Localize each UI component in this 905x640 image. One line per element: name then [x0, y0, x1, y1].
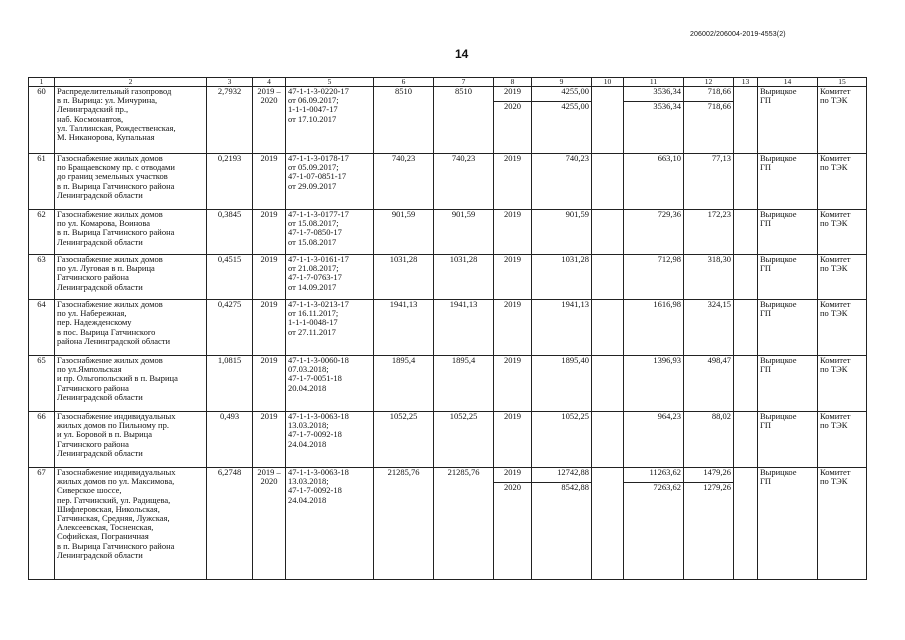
total-cost-2: 1052,25 [434, 412, 494, 468]
total-cost-2: 901,59 [434, 210, 494, 255]
pipeline-length: 0,4275 [207, 300, 253, 356]
permit-info: 47-1-1-3-0213-17 от 16.11.2017; 1-1-1-0048-17 от 27.11.2017 [286, 300, 374, 356]
col12-cell-part: 318,30 [707, 254, 731, 264]
col-header: 6 [374, 78, 434, 87]
row-number: 61 [29, 154, 55, 210]
table-row [29, 356, 867, 412]
pipeline-length: 0,3845 [207, 210, 253, 255]
col-header: 8 [494, 78, 532, 87]
year-cell [494, 356, 532, 412]
year-cell-part: 2020 [504, 101, 521, 111]
col11-cell-part: 1616,98 [653, 299, 681, 309]
col10-cell [592, 412, 624, 468]
cost-by-year-part: 901,59 [565, 209, 589, 219]
pipeline-length: 2,7932 [207, 87, 253, 154]
year-cell-part: 2019 [504, 153, 521, 163]
col11-cell [624, 255, 684, 300]
col10-cell [592, 154, 624, 210]
col-header: 15 [818, 78, 867, 87]
row-number: 64 [29, 300, 55, 356]
construction-period: 2019 [253, 300, 286, 356]
col10-cell [592, 356, 624, 412]
cost-by-year [532, 468, 592, 580]
year-cell [494, 154, 532, 210]
year-cell-part: 2019 [494, 468, 531, 483]
col12-cell [684, 210, 734, 255]
permit-info: 47-1-1-3-0161-17 от 21.08.2017; 47-1-7-0763-17 от 14.09.2017 [286, 255, 374, 300]
col10-cell [592, 468, 624, 580]
col-header: 14 [758, 78, 818, 87]
table-row [29, 87, 867, 154]
col-header: 2 [55, 78, 207, 87]
permit-info: 47-1-1-3-0220-17 от 06.09.2017; 1-1-1-0047-17 от 17.10.2017 [286, 87, 374, 154]
col13-cell [734, 210, 758, 255]
object-name: Газоснабжение жилых домов по ул. Луговая в п. Вырица Гатчинского района Ленинградской области [55, 255, 207, 300]
permit-info: 47-1-1-3-0060-18 07.03.2018; 47-1-7-0051-18 20.04.2018 [286, 356, 374, 412]
cost-by-year [532, 412, 592, 468]
total-cost-2: 1941,13 [434, 300, 494, 356]
table-row [29, 468, 867, 580]
col-header: 9 [532, 78, 592, 87]
col11-cell-part: 964,23 [657, 411, 681, 421]
row-number: 63 [29, 255, 55, 300]
col11-cell [624, 210, 684, 255]
object-name: Газоснабжение жилых домов по Бращаевскому пр. с отводами до границ земельных участков в п. Вырица Гатчинского района Ленинградской области [55, 154, 207, 210]
col-header: 10 [592, 78, 624, 87]
year-cell [494, 412, 532, 468]
responsible-body: Комитет по ТЭК [818, 255, 867, 300]
pipeline-length: 6,2748 [207, 468, 253, 580]
document-id: 206002/206004-2019-4553(2) [690, 31, 786, 38]
col-header: 1 [29, 78, 55, 87]
pipeline-length: 1,0815 [207, 356, 253, 412]
col12-cell [684, 87, 734, 154]
permit-info: 47-1-1-3-0178-17 от 05.09.2017; 47-1-07-0851-17 от 29.09.2017 [286, 154, 374, 210]
cost-by-year-part: 1895,40 [561, 355, 589, 365]
total-cost: 21285,76 [374, 468, 434, 580]
col12-cell [684, 255, 734, 300]
col11-cell-part: 7263,62 [653, 482, 681, 492]
col11-cell-part: 3536,34 [653, 101, 681, 111]
header-row [29, 78, 867, 87]
municipality: Вырицкое ГП [758, 87, 818, 154]
col-header: 3 [207, 78, 253, 87]
municipality: Вырицкое ГП [758, 356, 818, 412]
cost-by-year [532, 356, 592, 412]
col12-cell-part: 77,13 [711, 153, 731, 163]
object-name: Газоснабжение жилых домов по ул.Ямпольская и пр. Ольгопольский в п. Вырица Гатчинского района Ленинградской области [55, 356, 207, 412]
construction-period: 2019 [253, 210, 286, 255]
col12-cell [684, 412, 734, 468]
col11-cell [624, 300, 684, 356]
cost-by-year-part: 8542,88 [561, 482, 589, 492]
col11-cell [624, 412, 684, 468]
col-header: 11 [624, 78, 684, 87]
col12-cell-part: 324,15 [707, 299, 731, 309]
col-header: 13 [734, 78, 758, 87]
cost-by-year [532, 154, 592, 210]
construction-period: 2019 [253, 412, 286, 468]
col10-cell [592, 255, 624, 300]
data-table [28, 77, 867, 580]
row-number: 60 [29, 87, 55, 154]
municipality: Вырицкое ГП [758, 300, 818, 356]
municipality: Вырицкое ГП [758, 255, 818, 300]
permit-info: 47-1-1-3-0063-18 13.03.2018; 47-1-7-0092-18 24.04.2018 [286, 412, 374, 468]
col11-cell-part: 1396,93 [653, 355, 681, 365]
row-number: 65 [29, 356, 55, 412]
col13-cell [734, 356, 758, 412]
responsible-body: Комитет по ТЭК [818, 300, 867, 356]
year-cell-part: 2019 [504, 299, 521, 309]
total-cost-2: 1895,4 [434, 356, 494, 412]
construction-period: 2019 [253, 255, 286, 300]
col-header: 7 [434, 78, 494, 87]
municipality: Вырицкое ГП [758, 154, 818, 210]
construction-period: 2019 [253, 154, 286, 210]
col13-cell [734, 412, 758, 468]
total-cost-2: 8510 [434, 87, 494, 154]
year-cell [494, 255, 532, 300]
construction-period: 2019 – 2020 [253, 87, 286, 154]
pipeline-length: 0,2193 [207, 154, 253, 210]
cost-by-year-part: 1052,25 [561, 411, 589, 421]
total-cost: 8510 [374, 87, 434, 154]
table-row [29, 154, 867, 210]
table-row [29, 412, 867, 468]
total-cost-2: 1031,28 [434, 255, 494, 300]
table-body [29, 78, 867, 580]
col11-cell-part: 712,98 [657, 254, 681, 264]
col-header: 12 [684, 78, 734, 87]
year-cell-part: 2019 [504, 355, 521, 365]
object-name: Газоснабжение индивидуальных жилых домов по ул. Максимова, Сиверское шоссе, пер. Гатчинский, ул. Радищева, Шифлеровская, Никольская, Гатчинская, Средняя, Лужская, Алексеевская, Тосненская, Софийская, Пограничная в п. Вырица Гатчинского района Ленинградской области [55, 468, 207, 580]
col12-cell-part: 172,23 [707, 209, 731, 219]
col11-cell-part: 663,10 [657, 153, 681, 163]
year-cell-part: 2020 [504, 482, 521, 492]
col12-cell-part: 718,66 [707, 101, 731, 111]
permit-info: 47-1-1-3-0063-18 13.03.2018; 47-1-7-0092-18 24.04.2018 [286, 468, 374, 580]
col13-cell [734, 468, 758, 580]
total-cost: 901,59 [374, 210, 434, 255]
cost-by-year-part: 4255,00 [532, 87, 591, 102]
year-cell-part: 2019 [504, 209, 521, 219]
col13-cell [734, 300, 758, 356]
col11-cell [624, 154, 684, 210]
construction-period: 2019 – 2020 [253, 468, 286, 580]
cost-by-year [532, 210, 592, 255]
year-cell-part: 2019 [504, 411, 521, 421]
col12-cell-part: 88,02 [711, 411, 731, 421]
page-number: 14 [455, 47, 469, 61]
object-name: Распределительный газопровод в п. Вырица: ул. Мичурина, Ленинградский пр., наб. Космонавтов, ул. Таллинская, Рождественская, М. Никанорова, Купальная [55, 87, 207, 154]
col12-cell [684, 356, 734, 412]
row-number: 67 [29, 468, 55, 580]
cost-by-year-part: 740,23 [565, 153, 589, 163]
pipeline-length: 0,4515 [207, 255, 253, 300]
col11-cell-part: 3536,34 [624, 87, 683, 102]
responsible-body: Комитет по ТЭК [818, 87, 867, 154]
col10-cell [592, 87, 624, 154]
cost-by-year-part: 4255,00 [561, 101, 589, 111]
object-name: Газоснабжение жилых домов по ул. Набережная, пер. Надежденскому в пос. Вырица Гатчинского района Ленинградской области [55, 300, 207, 356]
col13-cell [734, 255, 758, 300]
year-cell [494, 210, 532, 255]
total-cost-2: 21285,76 [434, 468, 494, 580]
total-cost-2: 740,23 [434, 154, 494, 210]
cost-by-year [532, 255, 592, 300]
total-cost: 1941,13 [374, 300, 434, 356]
table-row [29, 255, 867, 300]
row-number: 62 [29, 210, 55, 255]
construction-period: 2019 [253, 356, 286, 412]
col10-cell [592, 210, 624, 255]
responsible-body: Комитет по ТЭК [818, 210, 867, 255]
total-cost: 740,23 [374, 154, 434, 210]
cost-by-year [532, 300, 592, 356]
col-header: 4 [253, 78, 286, 87]
year-cell [494, 300, 532, 356]
permit-info: 47-1-1-3-0177-17 от 15.08.2017; 47-1-7-0850-17 от 15.08.2017 [286, 210, 374, 255]
responsible-body: Комитет по ТЭК [818, 468, 867, 580]
object-name: Газоснабжение жилых домов по ул. Комарова, Воинова в п. Вырица Гатчинского района Ленинградской области [55, 210, 207, 255]
municipality: Вырицкое ГП [758, 210, 818, 255]
col-header: 5 [286, 78, 374, 87]
col11-cell [624, 468, 684, 580]
cost-by-year-part: 1941,13 [561, 299, 589, 309]
cost-by-year [532, 87, 592, 154]
cost-by-year-part: 1031,28 [561, 254, 589, 264]
col11-cell-part: 11263,62 [624, 468, 683, 483]
municipality: Вырицкое ГП [758, 468, 818, 580]
year-cell [494, 468, 532, 580]
object-name: Газоснабжение индивидуальных жилых домов по Пильному пр. и ул. Боровой в п. Вырица Гатчинского района Ленинградской области [55, 412, 207, 468]
total-cost: 1031,28 [374, 255, 434, 300]
row-number: 66 [29, 412, 55, 468]
col12-cell-part: 498,47 [707, 355, 731, 365]
pipeline-length: 0,493 [207, 412, 253, 468]
col12-cell-part: 718,66 [684, 87, 733, 102]
total-cost: 1052,25 [374, 412, 434, 468]
responsible-body: Комитет по ТЭК [818, 412, 867, 468]
col12-cell [684, 468, 734, 580]
col10-cell [592, 300, 624, 356]
col11-cell-part: 729,36 [657, 209, 681, 219]
col13-cell [734, 154, 758, 210]
total-cost: 1895,4 [374, 356, 434, 412]
year-cell-part: 2019 [504, 254, 521, 264]
responsible-body: Комитет по ТЭК [818, 356, 867, 412]
col12-cell-part: 1279,26 [703, 482, 731, 492]
responsible-body: Комитет по ТЭК [818, 154, 867, 210]
col11-cell [624, 356, 684, 412]
table-row [29, 210, 867, 255]
col13-cell [734, 87, 758, 154]
table-row [29, 300, 867, 356]
year-cell-part: 2019 [494, 87, 531, 102]
municipality: Вырицкое ГП [758, 412, 818, 468]
col11-cell [624, 87, 684, 154]
col12-cell [684, 300, 734, 356]
col12-cell [684, 154, 734, 210]
year-cell [494, 87, 532, 154]
col12-cell-part: 1479,26 [684, 468, 733, 483]
cost-by-year-part: 12742,88 [532, 468, 591, 483]
